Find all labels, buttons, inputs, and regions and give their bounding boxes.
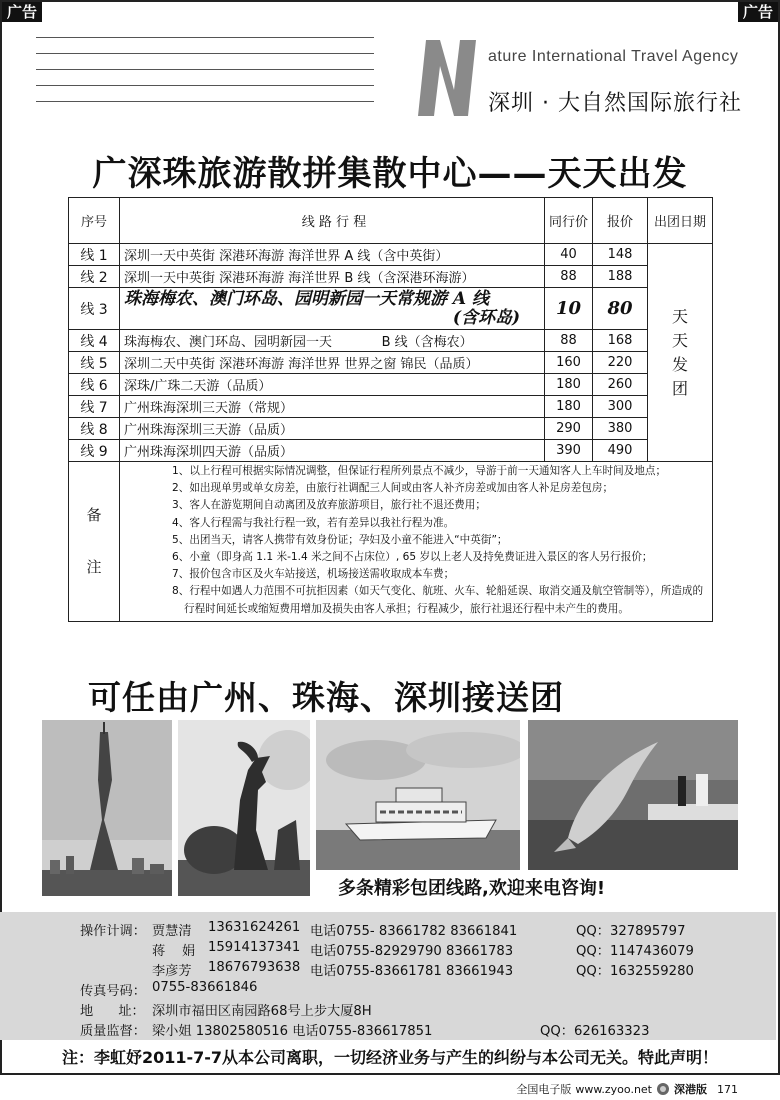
page-footer xyxy=(516,1081,738,1097)
photo-canton-tower xyxy=(42,720,172,896)
route-pax: 390 xyxy=(545,440,593,462)
address-value: 深圳市福田区南园路68号上步大厦8H xyxy=(152,1004,372,1019)
table-row xyxy=(69,396,713,418)
route-desc: 深圳一天中英街 深港环海游 海洋世界 A 线（含中英街） xyxy=(120,244,545,266)
route-no: 线 9 xyxy=(69,440,120,462)
note-item: 8、行程中如遇人力范围不可抗拒因素（如天气变化、航班、火车、轮船延误、取消交通及航空管制等），所造成的行程时间延长或缩短费用增加及损失由客人承担；行程减少，旅行社退还行程中未产生的费用。 xyxy=(172,585,704,615)
footer-url: www.zyoo.net xyxy=(575,1082,652,1096)
note-item: 2、如出现单男或单女房差，由旅行社调配三人间或由客人补齐房差或加由客人补足房差包房； xyxy=(172,482,614,495)
pickup-slogan: 可任由广州、珠海、深圳接送团 xyxy=(88,678,564,717)
route-pax: 290 xyxy=(545,418,593,440)
route-price: 260 xyxy=(593,374,648,396)
route-price: 168 xyxy=(593,330,648,352)
declaration: 注：李虹妤2011-7-7从本公司离职，一切经济业务与产生的纠纷与本公司无关。特此声明！ xyxy=(61,1048,719,1067)
agency-logo xyxy=(414,36,744,120)
header-route: 线 路 行 程 xyxy=(120,198,545,244)
note-item: 4、客人行程需与我社行程一致，若有差异以我社行程为准。 xyxy=(172,516,455,529)
header-pax: 同行价 xyxy=(545,198,593,244)
contact-block xyxy=(0,912,776,1040)
route-desc: 深圳一天中英街 深港环海游 海洋世界 B 线（含深港环海游） xyxy=(120,266,545,288)
route-pax: 40 xyxy=(545,244,593,266)
logo-english: ature International Travel Agency xyxy=(488,48,739,65)
route-no: 线 4 xyxy=(69,330,120,352)
table-row xyxy=(69,418,713,440)
table-row xyxy=(69,244,713,266)
route-pax: 88 xyxy=(545,330,593,352)
operator-phone: 电话0755- 83661782 83661841 xyxy=(310,924,518,939)
route-pax: 88 xyxy=(545,266,593,288)
call-to-action: 多条精彩包团线路,欢迎来电咨询! xyxy=(338,878,606,899)
route-desc: 深珠/广珠二天游（品质） xyxy=(120,374,545,396)
operator-mobile: 15914137341 xyxy=(208,940,301,955)
route-desc: 珠海梅农、澳门环岛、园明新园一天常规游 A 线 (含环岛) xyxy=(120,288,545,330)
supervisor-value: 梁小姐 13802580516 电话0755-836617851 xyxy=(152,1024,433,1039)
note-item: 6、小童（即身高 1.1 米-1.4 米之间不占床位）, 65 岁以上老人及持免费证进入景区的客人另行报价； xyxy=(172,551,653,564)
route-no: 线 1 xyxy=(69,244,120,266)
table-row xyxy=(69,288,713,330)
footer-section: 深港版 xyxy=(674,1083,707,1096)
fax-label: 传真号码： xyxy=(80,984,146,999)
note-item: 3、客人在游览期间自动离团及放弃旅游项目，旅行社不退还费用； xyxy=(172,499,486,512)
operator-phone: 电话0755-83661781 83661943 xyxy=(310,964,514,979)
table-row xyxy=(69,266,713,288)
operator-qq: QQ：1147436079 xyxy=(576,944,694,959)
blank-lines xyxy=(36,37,374,117)
notes-list xyxy=(120,462,713,622)
route-price: 80 xyxy=(593,288,648,330)
header-no: 序号 xyxy=(69,198,120,244)
table-row xyxy=(69,440,713,462)
page-title: 广深珠旅游散拼集散中心——天天出发 xyxy=(92,154,688,194)
route-price: 148 xyxy=(593,244,648,266)
route-pax: 10 xyxy=(545,288,593,330)
photo-dolphin-show xyxy=(528,720,738,870)
route-desc: 广州珠海深圳三天游（常规） xyxy=(120,396,545,418)
route-price: 380 xyxy=(593,418,648,440)
table-row xyxy=(69,330,713,352)
notes-label: 备注 xyxy=(69,462,120,622)
departure-date: 天天发团 xyxy=(648,244,713,462)
route-pax: 180 xyxy=(545,374,593,396)
header-date: 出团日期 xyxy=(648,198,713,244)
route-no: 线 8 xyxy=(69,418,120,440)
notes-row xyxy=(69,462,713,622)
footer-logo-icon xyxy=(656,1082,670,1096)
route-desc: 广州珠海深圳四天游（品质） xyxy=(120,440,545,462)
supervisor-qq: QQ：626163323 xyxy=(540,1024,650,1039)
photo-five-goats-statue xyxy=(178,720,310,896)
footer-edition: 全国电子版 xyxy=(516,1083,572,1096)
route-desc: 深圳二天中英街 深港环海游 海洋世界 世界之窗 锦民（品质） xyxy=(120,352,545,374)
ad-tag-right: 广告 xyxy=(738,2,778,22)
address-label: 地 址： xyxy=(80,1004,145,1019)
route-pax: 180 xyxy=(545,396,593,418)
operator-mobile: 13631624261 xyxy=(208,920,301,935)
route-desc: 珠海梅农、澳门环岛、园明新园一天 B 线（含梅农） xyxy=(120,330,545,352)
route-desc: 广州珠海深圳三天游（品质） xyxy=(120,418,545,440)
photo-cruise-boat xyxy=(316,720,520,870)
route-no: 线 3 xyxy=(69,288,120,330)
note-item: 1、以上行程可根据实际情况调整，但保证行程所列景点不减少，导游于前一天通知客人上车时间及地点； xyxy=(172,465,667,477)
header-price: 报价 xyxy=(593,198,648,244)
route-price: 300 xyxy=(593,396,648,418)
operator-mobile: 18676793638 xyxy=(208,960,301,975)
table-row xyxy=(69,352,713,374)
route-price: 220 xyxy=(593,352,648,374)
logo-n-icon xyxy=(414,36,486,118)
operator-name: 贾慧清 xyxy=(152,924,192,939)
note-item: 7、报价包含市区及火车站接送，机场接送需收取成本车费； xyxy=(172,568,455,581)
fax-value: 0755-83661846 xyxy=(152,980,258,995)
route-no: 线 7 xyxy=(69,396,120,418)
route-price: 188 xyxy=(593,266,648,288)
route-no: 线 6 xyxy=(69,374,120,396)
route-no: 线 5 xyxy=(69,352,120,374)
table-header-row xyxy=(69,198,713,244)
route-pax: 160 xyxy=(545,352,593,374)
operator-qq: QQ：327895797 xyxy=(576,924,686,939)
route-no: 线 2 xyxy=(69,266,120,288)
route-table xyxy=(68,197,713,622)
logo-chinese: 深圳 · 大自然国际旅行社 xyxy=(488,91,743,116)
note-item: 5、出团当天，请客人携带有效身份证；孕妇及小童不能进入“中英街”； xyxy=(172,533,508,546)
operator-name: 李彦芳 xyxy=(152,964,192,979)
operator-phone: 电话0755-82929790 83661783 xyxy=(310,944,514,959)
footer-page: 171 xyxy=(717,1082,738,1096)
table-row xyxy=(69,374,713,396)
operator-name: 蒋 娟 xyxy=(152,944,196,959)
supervisor-label: 质量监督： xyxy=(80,1024,146,1039)
operator-label: 操作计调： xyxy=(80,924,146,939)
operator-qq: QQ：1632559280 xyxy=(576,964,694,979)
ad-tag-left: 广告 xyxy=(2,2,42,22)
route-price: 490 xyxy=(593,440,648,462)
